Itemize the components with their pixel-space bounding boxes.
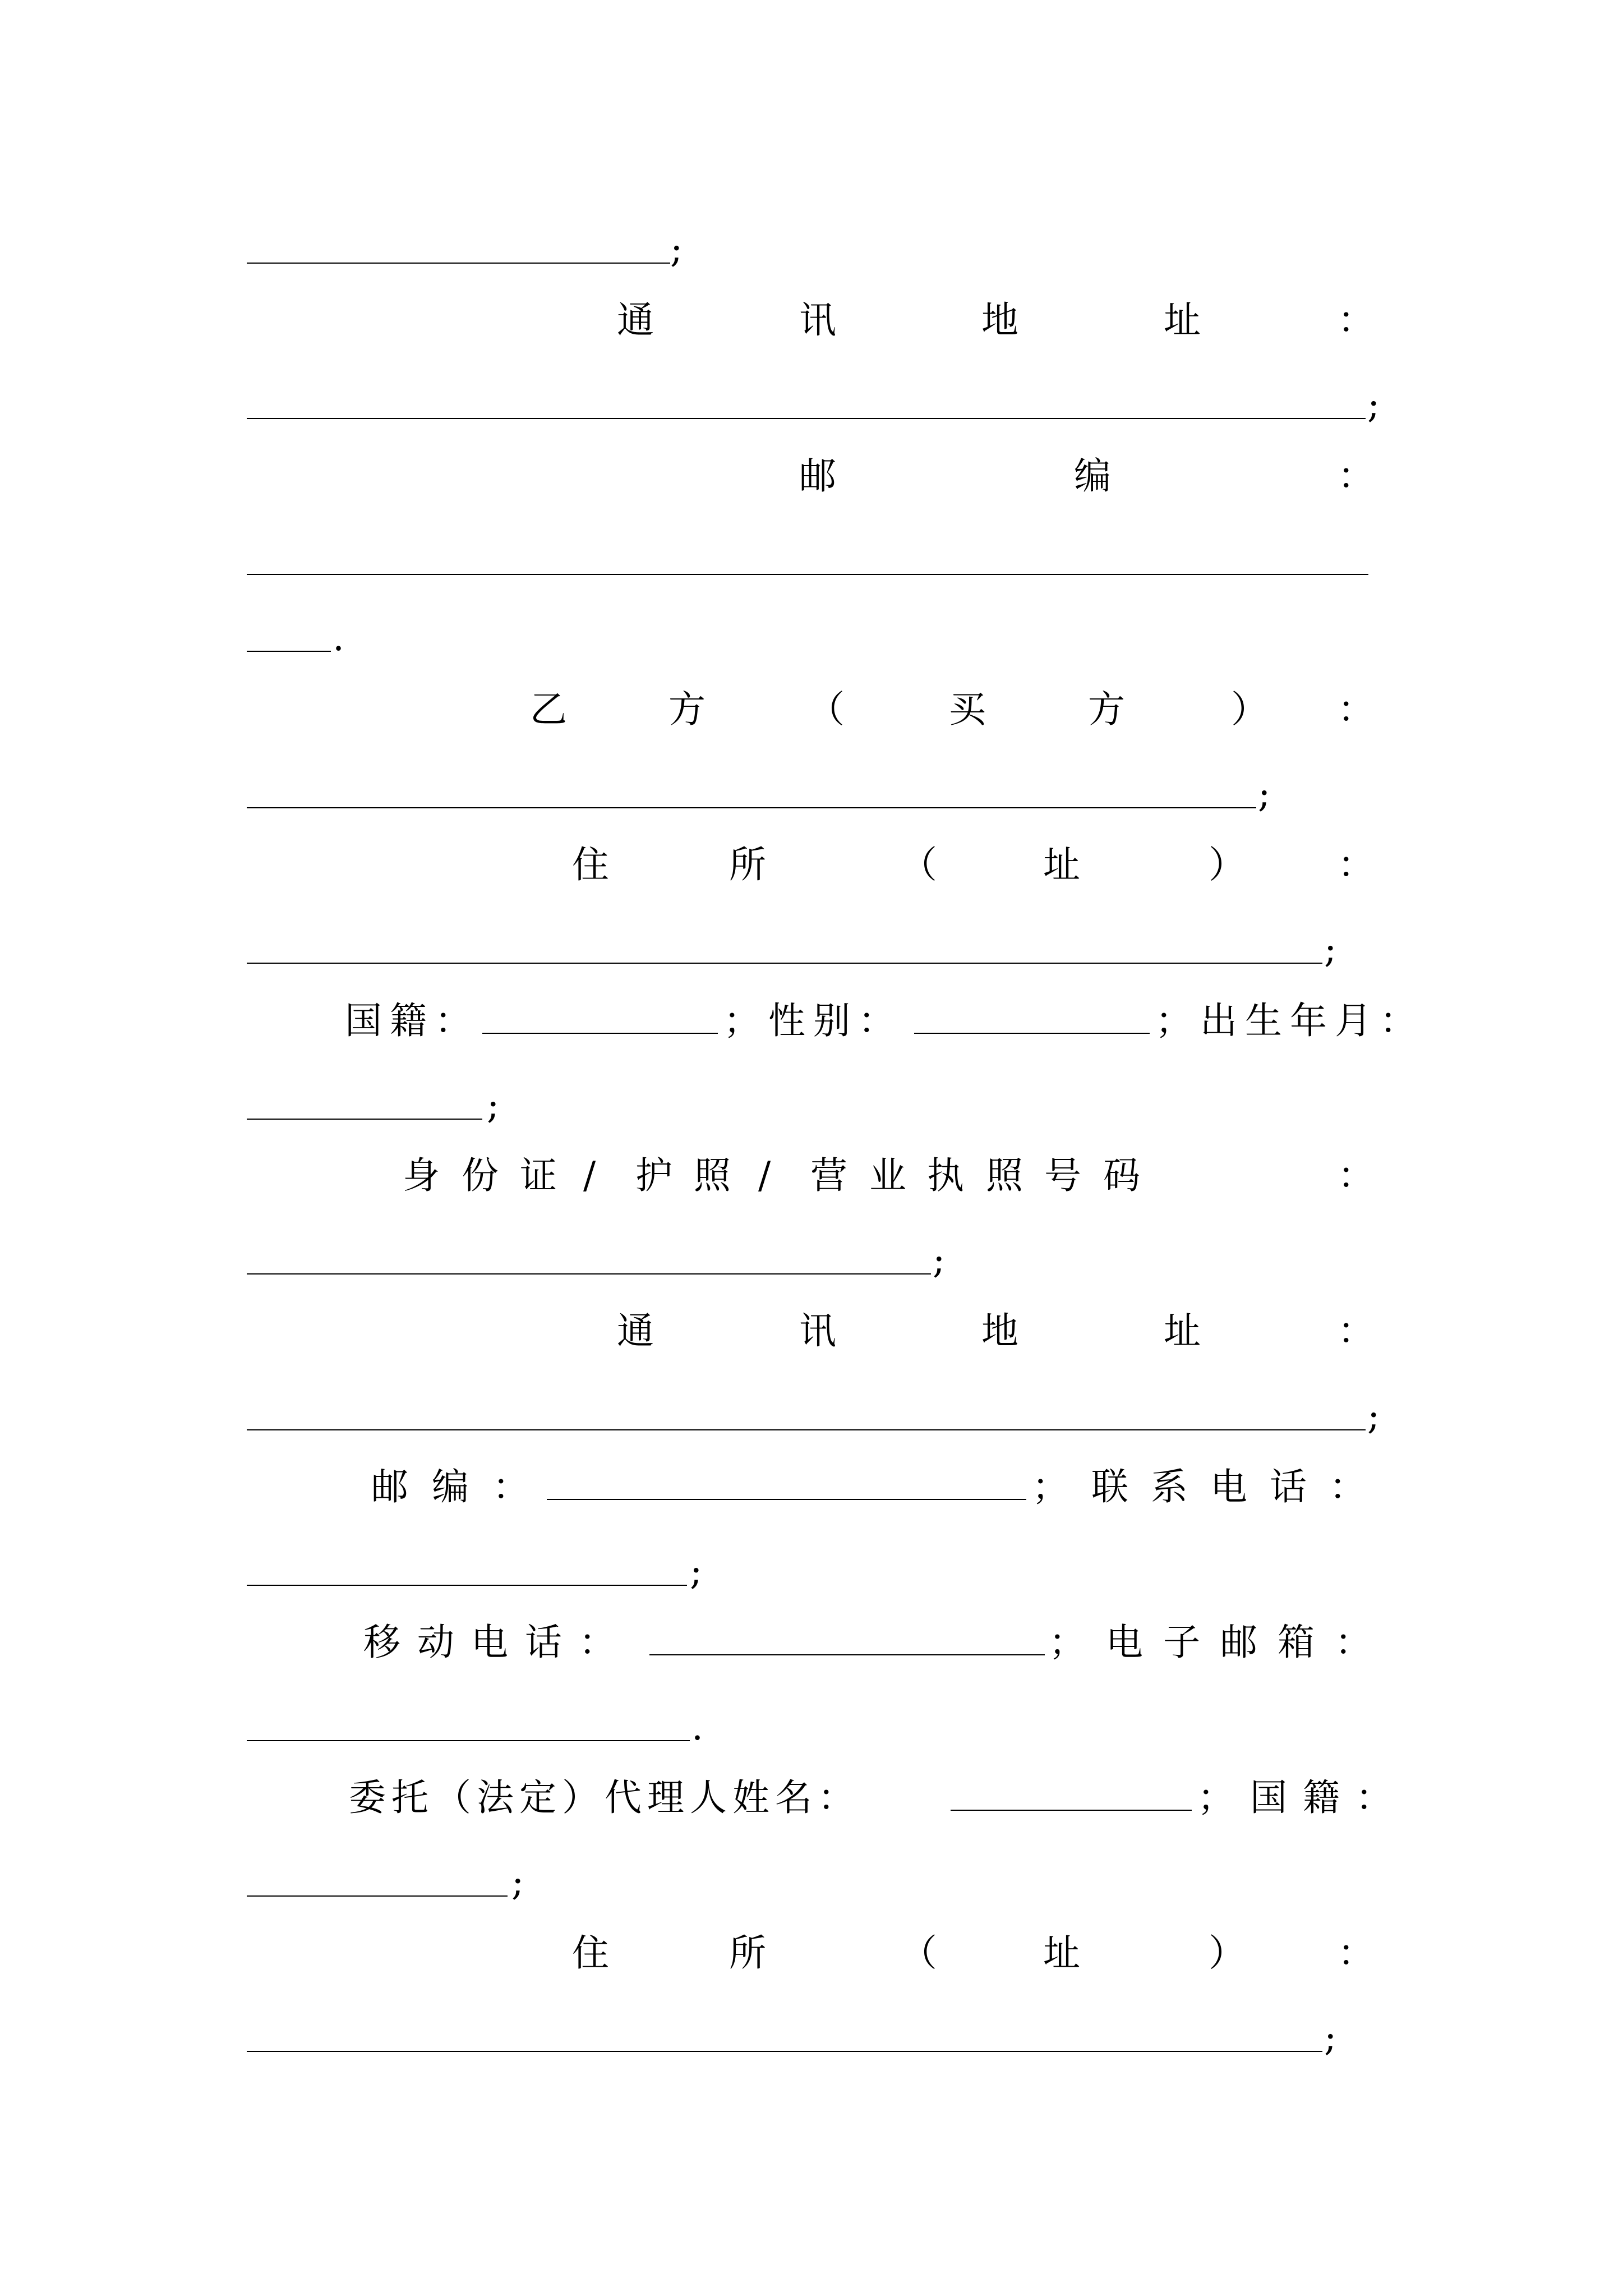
label-char: 地 bbox=[981, 298, 1018, 342]
agent-name-label: 委托（法定）代理人姓名： bbox=[349, 1776, 860, 1819]
label-char: 份 bbox=[462, 1154, 499, 1197]
label-char: ： bbox=[1338, 1154, 1375, 1197]
label-char: ： bbox=[1338, 298, 1375, 342]
punct: ; bbox=[1258, 772, 1271, 816]
label-char: 所 bbox=[729, 1931, 766, 1975]
label-char: 编 bbox=[1074, 454, 1111, 498]
punct: ; bbox=[1367, 383, 1380, 426]
agent-nationality-label: ；国籍： bbox=[1197, 1776, 1408, 1819]
fill-blank[interactable] bbox=[247, 1119, 482, 1120]
postcode-label: 邮编： bbox=[371, 1465, 553, 1508]
fill-blank[interactable] bbox=[247, 2051, 1322, 2052]
label-char: ） bbox=[1209, 1931, 1246, 1975]
fill-blank[interactable] bbox=[247, 963, 1322, 964]
email-label: ；电子邮箱： bbox=[1049, 1621, 1392, 1664]
punct: ; bbox=[1367, 1395, 1380, 1438]
label-char: 通 bbox=[617, 1309, 654, 1352]
label-char: 方 bbox=[1088, 688, 1125, 731]
label-char: 码 bbox=[1103, 1154, 1140, 1197]
label-char: ） bbox=[1209, 843, 1246, 886]
fill-blank[interactable] bbox=[247, 574, 1368, 575]
nationality-label: 国籍： bbox=[345, 999, 479, 1042]
label-char: 址 bbox=[1164, 1309, 1201, 1352]
phone-label: ；联系电话： bbox=[1032, 1465, 1389, 1508]
label-char: ： bbox=[1338, 688, 1375, 731]
fill-blank[interactable] bbox=[247, 1895, 508, 1897]
label-char: 所 bbox=[729, 843, 766, 886]
label-char: ： bbox=[1338, 1309, 1375, 1352]
label-char: 业 bbox=[869, 1154, 906, 1197]
postcode-phone-row bbox=[247, 1458, 1389, 1520]
birth-date-blank bbox=[247, 1080, 1368, 1142]
label-char: 方 bbox=[668, 688, 706, 731]
label-char: 身 bbox=[403, 1154, 440, 1197]
label-char: / bbox=[583, 1154, 596, 1197]
mail-address-label-b bbox=[247, 1303, 1375, 1364]
label-char: 证 bbox=[520, 1154, 557, 1197]
punct: ; bbox=[487, 1084, 500, 1127]
label-char: 址 bbox=[1164, 298, 1201, 342]
fill-blank[interactable] bbox=[247, 263, 670, 264]
agent-nationality-blank bbox=[247, 1857, 1368, 1919]
punct: ; bbox=[1324, 928, 1337, 971]
gender-blank[interactable] bbox=[914, 1033, 1150, 1034]
party-b-blank bbox=[247, 769, 1368, 831]
agent-residence-label bbox=[247, 1925, 1375, 1986]
label-char: ： bbox=[1338, 843, 1375, 886]
mobile-blank[interactable] bbox=[649, 1654, 1045, 1655]
fill-blank[interactable] bbox=[247, 1273, 931, 1274]
fill-blank[interactable] bbox=[247, 807, 1256, 808]
label-char: （ bbox=[900, 843, 937, 886]
label-char: 护 bbox=[635, 1154, 672, 1197]
mail-address-blank-b bbox=[247, 1391, 1380, 1453]
gender-label: ；性别： bbox=[723, 999, 903, 1042]
residence-label bbox=[247, 836, 1375, 898]
label-char: 号 bbox=[1044, 1154, 1081, 1197]
punct: ; bbox=[511, 1861, 524, 1904]
fill-blank[interactable] bbox=[247, 1429, 1366, 1430]
mail-address-blank bbox=[247, 380, 1380, 441]
postcode-blank bbox=[247, 536, 1368, 597]
label-char: 住 bbox=[572, 843, 609, 886]
punct: . bbox=[333, 616, 344, 659]
label-char: 地 bbox=[981, 1309, 1018, 1352]
label-char: （ bbox=[808, 688, 845, 731]
label-char: 址 bbox=[1043, 1931, 1080, 1975]
label-char: / bbox=[758, 1154, 771, 1197]
fill-blank[interactable] bbox=[247, 651, 331, 652]
label-char: 邮 bbox=[799, 454, 836, 498]
label-char: 买 bbox=[949, 688, 986, 731]
address-line-blank bbox=[247, 224, 1368, 286]
label-char: 照 bbox=[694, 1154, 731, 1197]
postcode-blank-end bbox=[247, 613, 1368, 674]
residence-blank bbox=[247, 924, 1368, 986]
id-number-label bbox=[247, 1147, 1375, 1209]
fill-blank[interactable] bbox=[247, 1740, 690, 1741]
nationality-gender-birth-row bbox=[247, 992, 1424, 1054]
agent-name-blank[interactable] bbox=[951, 1810, 1192, 1811]
label-char: 照 bbox=[986, 1154, 1023, 1197]
label-char: ） bbox=[1231, 688, 1268, 731]
punct: ; bbox=[670, 228, 683, 271]
party-b-label bbox=[247, 681, 1375, 743]
label-char: 址 bbox=[1043, 843, 1080, 886]
fill-blank[interactable] bbox=[247, 1585, 687, 1586]
mail-address-label bbox=[247, 292, 1375, 353]
label-char: 住 bbox=[572, 1931, 609, 1975]
label-char: 乙 bbox=[530, 688, 567, 731]
fill-blank[interactable] bbox=[247, 418, 1366, 419]
email-blank bbox=[247, 1702, 1368, 1764]
phone-blank bbox=[247, 1547, 1368, 1608]
postcode-label bbox=[247, 448, 1375, 509]
label-char: ： bbox=[1338, 454, 1375, 498]
label-char: 通 bbox=[617, 298, 654, 342]
label-char: 讯 bbox=[799, 1309, 836, 1352]
punct: ; bbox=[690, 1550, 703, 1593]
postcode-blank[interactable] bbox=[547, 1499, 1026, 1500]
agent-residence-blank bbox=[247, 2013, 1368, 2074]
agent-name-row bbox=[247, 1769, 1408, 1831]
nationality-blank[interactable] bbox=[482, 1033, 718, 1034]
birth-date-label: ；出生年月： bbox=[1155, 999, 1424, 1042]
id-number-blank bbox=[247, 1235, 1368, 1297]
label-char: 营 bbox=[810, 1154, 847, 1197]
punct: . bbox=[691, 1705, 703, 1749]
label-char: ： bbox=[1338, 1931, 1375, 1975]
punct: ; bbox=[933, 1239, 946, 1282]
mobile-email-row bbox=[247, 1614, 1392, 1676]
punct: ; bbox=[1324, 2016, 1337, 2059]
mobile-label: 移动电话： bbox=[363, 1621, 633, 1664]
label-char: 执 bbox=[927, 1154, 964, 1197]
label-char: （ bbox=[900, 1931, 937, 1975]
label-char: 讯 bbox=[799, 298, 836, 342]
